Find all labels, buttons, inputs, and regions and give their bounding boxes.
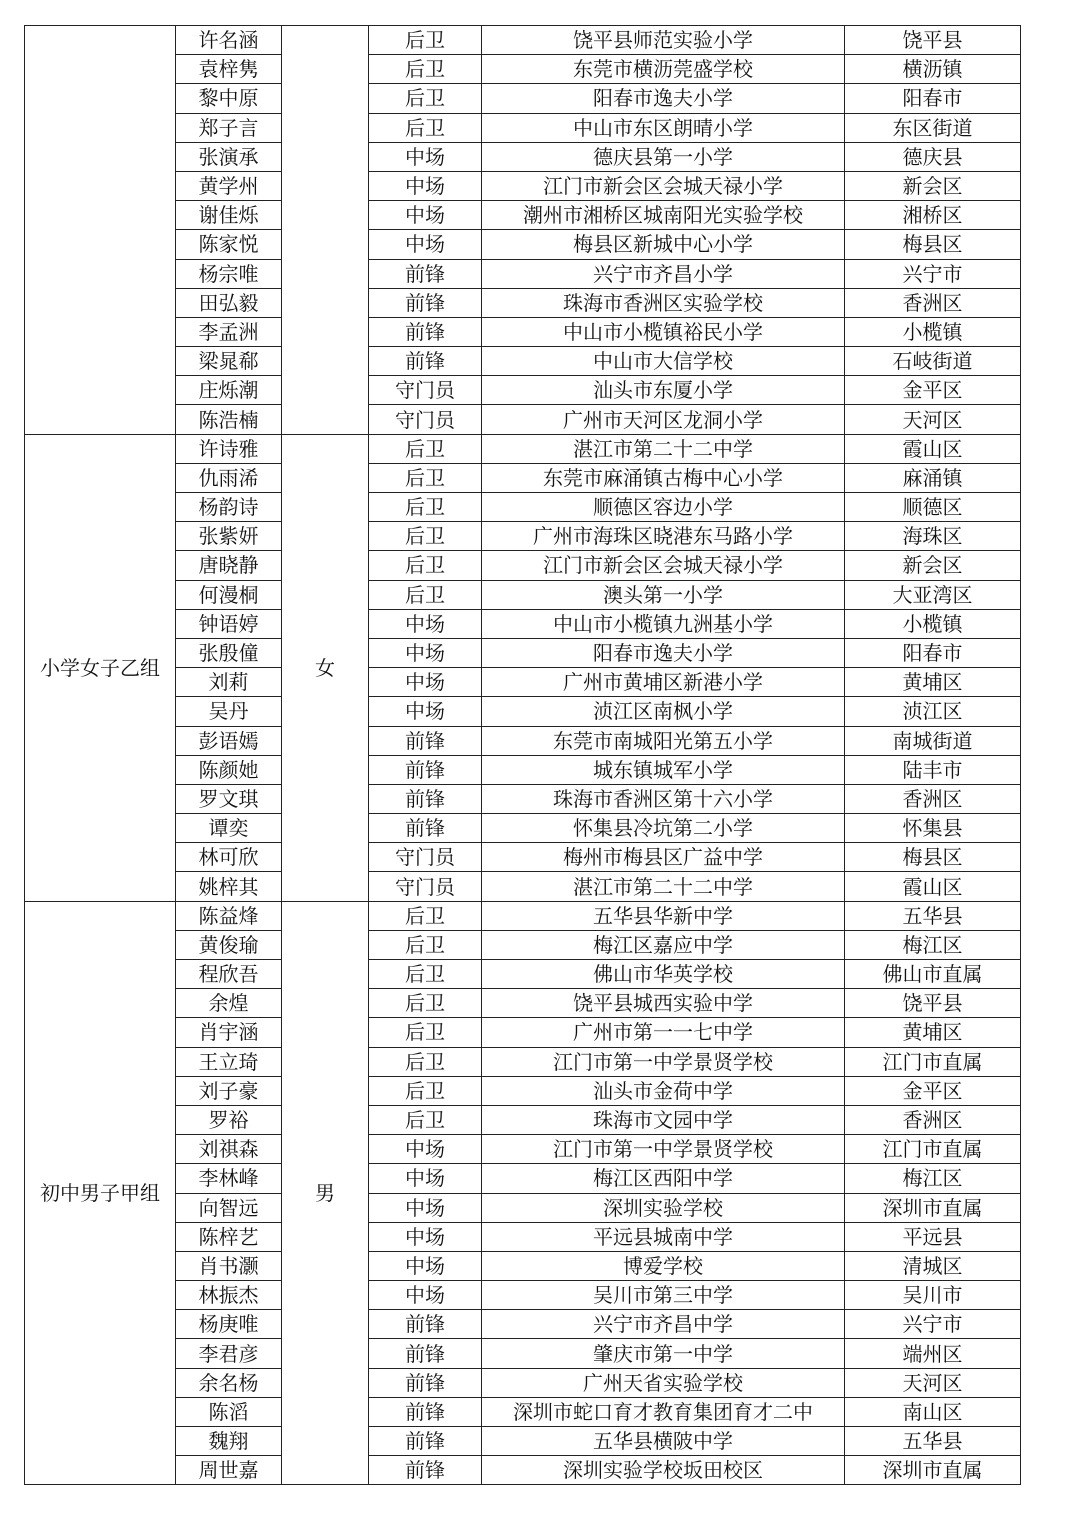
player-name-cell: 王立琦 (176, 1047, 282, 1076)
player-name-cell: 林振杰 (176, 1281, 282, 1310)
school-cell: 平远县城南中学 (482, 1222, 845, 1251)
player-name-cell: 何漫桐 (176, 580, 282, 609)
position-cell: 守门员 (369, 843, 482, 872)
school-cell: 湛江市第二十二中学 (482, 872, 845, 901)
school-cell: 江门市新会区会城天禄小学 (482, 171, 845, 200)
table-row (25, 26, 1021, 55)
region-cell: 霞山区 (845, 872, 1021, 901)
school-cell: 湛江市第二十二中学 (482, 434, 845, 463)
position-cell: 后卫 (369, 434, 482, 463)
player-name-cell: 庄烁潮 (176, 376, 282, 405)
player-name-cell: 张演承 (176, 142, 282, 171)
position-cell: 后卫 (369, 522, 482, 551)
school-cell: 城东镇城军小学 (482, 755, 845, 784)
position-cell: 后卫 (369, 1018, 482, 1047)
region-cell: 香洲区 (845, 288, 1021, 317)
school-cell: 江门市第一中学景贤学校 (482, 1047, 845, 1076)
school-cell: 澳头第一小学 (482, 580, 845, 609)
player-name-cell: 杨韵诗 (176, 493, 282, 522)
player-name-cell: 刘祺森 (176, 1135, 282, 1164)
position-cell: 后卫 (369, 55, 482, 84)
school-cell: 兴宁市齐昌中学 (482, 1310, 845, 1339)
region-cell: 黄埔区 (845, 1018, 1021, 1047)
position-cell: 后卫 (369, 930, 482, 959)
position-cell: 后卫 (369, 1076, 482, 1105)
school-cell: 东莞市横沥莞盛学校 (482, 55, 845, 84)
position-cell: 后卫 (369, 580, 482, 609)
region-cell: 南城街道 (845, 726, 1021, 755)
position-cell: 守门员 (369, 405, 482, 434)
region-cell: 霞山区 (845, 434, 1021, 463)
region-cell: 金平区 (845, 1076, 1021, 1105)
position-cell: 前锋 (369, 726, 482, 755)
position-cell: 后卫 (369, 1047, 482, 1076)
school-cell: 中山市东区朗晴小学 (482, 113, 845, 142)
position-cell: 前锋 (369, 1310, 482, 1339)
region-cell: 小榄镇 (845, 609, 1021, 638)
player-name-cell: 彭语嫣 (176, 726, 282, 755)
player-name-cell: 吴丹 (176, 697, 282, 726)
region-cell: 怀集县 (845, 814, 1021, 843)
region-cell: 麻涌镇 (845, 463, 1021, 492)
position-cell: 前锋 (369, 1397, 482, 1426)
player-name-cell: 罗文琪 (176, 784, 282, 813)
region-cell: 南山区 (845, 1397, 1021, 1426)
player-name-cell: 杨庚唯 (176, 1310, 282, 1339)
school-cell: 广州天省实验学校 (482, 1368, 845, 1397)
region-cell: 东区街道 (845, 113, 1021, 142)
player-name-cell: 程欣吾 (176, 960, 282, 989)
position-cell: 前锋 (369, 1368, 482, 1397)
player-name-cell: 余煌 (176, 989, 282, 1018)
school-cell: 浈江区南枫小学 (482, 697, 845, 726)
player-name-cell: 刘子豪 (176, 1076, 282, 1105)
region-cell: 海珠区 (845, 522, 1021, 551)
position-cell: 后卫 (369, 493, 482, 522)
player-name-cell: 李林峰 (176, 1164, 282, 1193)
position-cell: 中场 (369, 1164, 482, 1193)
player-name-cell: 陈梓艺 (176, 1222, 282, 1251)
player-name-cell: 黎中原 (176, 84, 282, 113)
player-name-cell: 林可欣 (176, 843, 282, 872)
region-cell: 香洲区 (845, 1105, 1021, 1134)
position-cell: 中场 (369, 1222, 482, 1251)
school-cell: 梅江区嘉应中学 (482, 930, 845, 959)
school-cell: 中山市小榄镇裕民小学 (482, 317, 845, 346)
school-cell: 广州市天河区龙洞小学 (482, 405, 845, 434)
school-cell: 肇庆市第一中学 (482, 1339, 845, 1368)
player-name-cell: 魏翔 (176, 1427, 282, 1456)
position-cell: 中场 (369, 1193, 482, 1222)
position-cell: 中场 (369, 171, 482, 200)
school-cell: 广州市第一一七中学 (482, 1018, 845, 1047)
school-cell: 珠海市香洲区第十六小学 (482, 784, 845, 813)
school-cell: 珠海市香洲区实验学校 (482, 288, 845, 317)
position-cell: 中场 (369, 230, 482, 259)
school-cell: 阳春市逸夫小学 (482, 638, 845, 667)
school-cell: 博爱学校 (482, 1251, 845, 1280)
position-cell: 中场 (369, 609, 482, 638)
player-name-cell: 肖宇涵 (176, 1018, 282, 1047)
player-name-cell: 余名杨 (176, 1368, 282, 1397)
school-cell: 深圳实验学校 (482, 1193, 845, 1222)
position-cell: 前锋 (369, 259, 482, 288)
position-cell: 中场 (369, 697, 482, 726)
player-name-cell: 肖书灏 (176, 1251, 282, 1280)
position-cell: 守门员 (369, 872, 482, 901)
school-cell: 佛山市华英学校 (482, 960, 845, 989)
gender-cell: 男 (282, 901, 369, 1485)
player-name-cell: 周世嘉 (176, 1456, 282, 1485)
position-cell: 后卫 (369, 989, 482, 1018)
player-name-cell: 黄俊瑜 (176, 930, 282, 959)
region-cell: 梅江区 (845, 1164, 1021, 1193)
region-cell: 浈江区 (845, 697, 1021, 726)
region-cell: 饶平县 (845, 989, 1021, 1018)
player-name-cell: 郑子言 (176, 113, 282, 142)
player-name-cell: 姚梓其 (176, 872, 282, 901)
school-cell: 广州市黄埔区新港小学 (482, 668, 845, 697)
region-cell: 阳春市 (845, 638, 1021, 667)
table-row (25, 901, 1021, 930)
school-cell: 珠海市文园中学 (482, 1105, 845, 1134)
position-cell: 前锋 (369, 288, 482, 317)
region-cell: 陆丰市 (845, 755, 1021, 784)
position-cell: 中场 (369, 668, 482, 697)
region-cell: 深圳市直属 (845, 1193, 1021, 1222)
region-cell: 端州区 (845, 1339, 1021, 1368)
player-name-cell: 李孟洲 (176, 317, 282, 346)
region-cell: 顺德区 (845, 493, 1021, 522)
region-cell: 江门市直属 (845, 1047, 1021, 1076)
player-name-cell: 许诗雅 (176, 434, 282, 463)
region-cell: 天河区 (845, 405, 1021, 434)
player-name-cell: 谭奕 (176, 814, 282, 843)
position-cell: 前锋 (369, 1427, 482, 1456)
player-name-cell: 张殷僮 (176, 638, 282, 667)
region-cell: 横沥镇 (845, 55, 1021, 84)
player-name-cell: 李君彦 (176, 1339, 282, 1368)
region-cell: 佛山市直属 (845, 960, 1021, 989)
school-cell: 梅州市梅县区广益中学 (482, 843, 845, 872)
region-cell: 金平区 (845, 376, 1021, 405)
region-cell: 五华县 (845, 901, 1021, 930)
player-name-cell: 陈滔 (176, 1397, 282, 1426)
region-cell: 新会区 (845, 171, 1021, 200)
region-cell: 五华县 (845, 1427, 1021, 1456)
region-cell: 饶平县 (845, 26, 1021, 55)
player-name-cell: 张紫妍 (176, 522, 282, 551)
position-cell: 后卫 (369, 960, 482, 989)
school-cell: 潮州市湘桥区城南阳光实验学校 (482, 201, 845, 230)
school-cell: 德庆县第一小学 (482, 142, 845, 171)
player-name-cell: 袁梓隽 (176, 55, 282, 84)
region-cell: 清城区 (845, 1251, 1021, 1280)
player-name-cell: 黄学州 (176, 171, 282, 200)
school-cell: 顺德区容边小学 (482, 493, 845, 522)
region-cell: 大亚湾区 (845, 580, 1021, 609)
school-cell: 江门市新会区会城天禄小学 (482, 551, 845, 580)
region-cell: 黄埔区 (845, 668, 1021, 697)
position-cell: 前锋 (369, 755, 482, 784)
position-cell: 中场 (369, 638, 482, 667)
school-cell: 中山市小榄镇九洲基小学 (482, 609, 845, 638)
player-name-cell: 陈益烽 (176, 901, 282, 930)
player-name-cell: 梁晁郗 (176, 347, 282, 376)
school-cell: 江门市第一中学景贤学校 (482, 1135, 845, 1164)
position-cell: 前锋 (369, 1339, 482, 1368)
school-cell: 汕头市东厦小学 (482, 376, 845, 405)
gender-cell (282, 26, 369, 435)
region-cell: 湘桥区 (845, 201, 1021, 230)
position-cell: 中场 (369, 1135, 482, 1164)
position-cell: 中场 (369, 142, 482, 171)
position-cell: 中场 (369, 1251, 482, 1280)
region-cell: 新会区 (845, 551, 1021, 580)
group-name-cell (25, 26, 176, 435)
player-name-cell: 许名涵 (176, 26, 282, 55)
school-cell: 深圳市蛇口育才教育集团育才二中 (482, 1397, 845, 1426)
school-cell: 阳春市逸夫小学 (482, 84, 845, 113)
position-cell: 守门员 (369, 376, 482, 405)
region-cell: 阳春市 (845, 84, 1021, 113)
region-cell: 江门市直属 (845, 1135, 1021, 1164)
player-name-cell: 刘莉 (176, 668, 282, 697)
player-name-cell: 谢佳烁 (176, 201, 282, 230)
position-cell: 前锋 (369, 347, 482, 376)
player-name-cell: 罗裕 (176, 1105, 282, 1134)
school-cell: 吴川市第三中学 (482, 1281, 845, 1310)
position-cell: 前锋 (369, 317, 482, 346)
region-cell: 梅县区 (845, 230, 1021, 259)
school-cell: 梅江区西阳中学 (482, 1164, 845, 1193)
table-row (25, 434, 1021, 463)
position-cell: 前锋 (369, 814, 482, 843)
school-cell: 汕头市金荷中学 (482, 1076, 845, 1105)
position-cell: 后卫 (369, 901, 482, 930)
region-cell: 梅县区 (845, 843, 1021, 872)
position-cell: 前锋 (369, 1456, 482, 1485)
position-cell: 中场 (369, 201, 482, 230)
position-cell: 前锋 (369, 784, 482, 813)
player-name-cell: 仇雨浠 (176, 463, 282, 492)
position-cell: 后卫 (369, 84, 482, 113)
player-name-cell: 向智远 (176, 1193, 282, 1222)
region-cell: 兴宁市 (845, 259, 1021, 288)
school-cell: 中山市大信学校 (482, 347, 845, 376)
school-cell: 怀集县冷坑第二小学 (482, 814, 845, 843)
player-name-cell: 唐晓静 (176, 551, 282, 580)
roster-body (25, 26, 1021, 1485)
position-cell: 后卫 (369, 551, 482, 580)
roster-table (24, 25, 1021, 1485)
school-cell: 饶平县师范实验小学 (482, 26, 845, 55)
region-cell: 梅江区 (845, 930, 1021, 959)
position-cell: 后卫 (369, 26, 482, 55)
gender-cell: 女 (282, 434, 369, 901)
region-cell: 吴川市 (845, 1281, 1021, 1310)
region-cell: 天河区 (845, 1368, 1021, 1397)
region-cell: 平远县 (845, 1222, 1021, 1251)
school-cell: 五华县华新中学 (482, 901, 845, 930)
position-cell: 中场 (369, 1281, 482, 1310)
school-cell: 东莞市南城阳光第五小学 (482, 726, 845, 755)
school-cell: 深圳实验学校坂田校区 (482, 1456, 845, 1485)
region-cell: 小榄镇 (845, 317, 1021, 346)
player-name-cell: 田弘毅 (176, 288, 282, 317)
region-cell: 兴宁市 (845, 1310, 1021, 1339)
school-cell: 兴宁市齐昌小学 (482, 259, 845, 288)
player-name-cell: 陈浩楠 (176, 405, 282, 434)
region-cell: 石岐街道 (845, 347, 1021, 376)
position-cell: 后卫 (369, 113, 482, 142)
school-cell: 饶平县城西实验中学 (482, 989, 845, 1018)
region-cell: 深圳市直属 (845, 1456, 1021, 1485)
region-cell: 德庆县 (845, 142, 1021, 171)
school-cell: 梅县区新城中心小学 (482, 230, 845, 259)
player-name-cell: 陈家悦 (176, 230, 282, 259)
school-cell: 五华县横陂中学 (482, 1427, 845, 1456)
region-cell: 香洲区 (845, 784, 1021, 813)
position-cell: 后卫 (369, 1105, 482, 1134)
position-cell: 后卫 (369, 463, 482, 492)
player-name-cell: 钟语婷 (176, 609, 282, 638)
group-name-cell: 小学女子乙组 (25, 434, 176, 901)
school-cell: 东莞市麻涌镇古梅中心小学 (482, 463, 845, 492)
player-name-cell: 杨宗唯 (176, 259, 282, 288)
group-name-cell: 初中男子甲组 (25, 901, 176, 1485)
player-name-cell: 陈颜她 (176, 755, 282, 784)
school-cell: 广州市海珠区晓港东马路小学 (482, 522, 845, 551)
